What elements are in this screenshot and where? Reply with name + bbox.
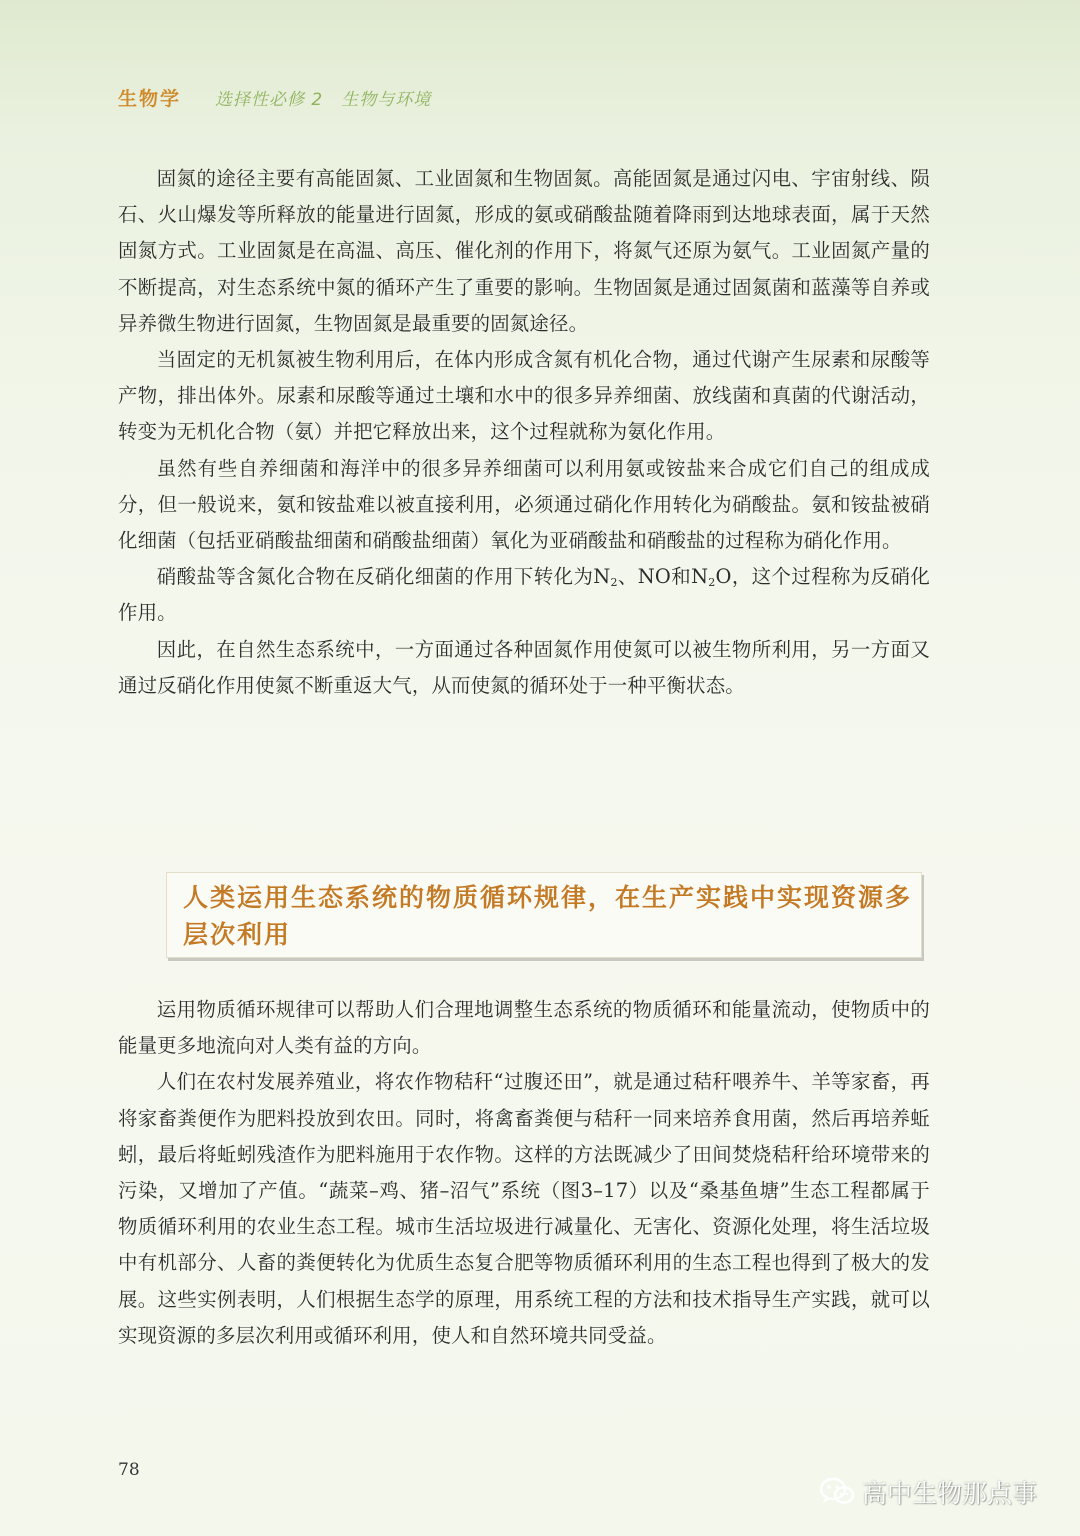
body-text-top	[118, 161, 930, 704]
denitrification-sub-2: 2	[708, 576, 716, 590]
denitrification-sub-1: 2	[610, 576, 618, 590]
paragraph-nitrogen-fixation: 固氮的途径主要有高能固氮、工业固氮和生物固氮。高能固氮是通过闪电、宇宙射线、陨石、火山爆发等所释放的能量进行固氮，形成的氨或硝酸盐随着降雨到达地球表面，属于天然固氮方式。工业固氮是在高温、高压、催化剂的作用下，将氮气还原为氨气。工业固氮产量的不断提高，对生态系统中氮的循环产生了重要的影响。生物固氮是通过固氮菌和蓝藻等自养或异养微生物进行固氮，生物固氮是最重要的固氮途径。	[118, 167, 930, 335]
denitrification-text-1: 硝酸盐等含氮化合物在反硝化细菌的作用下转化为N	[156, 565, 611, 589]
page-number: 78	[118, 1460, 140, 1480]
body-text-bottom	[118, 992, 930, 1354]
denitrification-text-3: O，这个过程称为反硝化作用。	[118, 565, 930, 625]
wechat-icon	[818, 1476, 856, 1508]
paragraph-denitrification	[118, 559, 930, 631]
section-heading: 人类运用生态系统的物质循环规律，在生产实践中实现资源多层次利用	[183, 883, 913, 949]
denitrification-text-2: 、NO和N	[617, 565, 709, 589]
watermark-text: 高中生物那点事	[862, 1479, 1038, 1508]
watermark	[818, 1474, 1037, 1510]
paragraph-material-cycle: 运用物质循环规律可以帮助人们合理地调整生态系统的物质循环和能量流动，使物质中的能量更多地流向对人类有益的方向。	[118, 998, 930, 1058]
paragraph-nitrogen-balance: 因此，在自然生态系统中，一方面通过各种固氮作用使氮可以被生物所利用，另一方面又通过反硝化作用使氮不断重返大气，从而使氮的循环处于一种平衡状态。	[118, 637, 930, 697]
running-head-book: 选择性必修 2 生物与环境	[215, 90, 432, 110]
paragraph-ammonification: 当固定的无机氮被生物利用后，在体内形成含氮有机化合物，通过代谢产生尿素和尿酸等产物，排出体外。尿素和尿酸等通过土壤和水中的很多异养细菌、放线菌和真菌的代谢活动，转变为无机化合物（氨）并把它释放出来，这个过程就称为氨化作用。	[118, 348, 930, 444]
paragraph-practice-examples: 人们在农村发展养殖业，将农作物秸秆“过腹还田”，就是通过秸秆喂养牛、羊等家畜，再将家畜粪便作为肥料投放到农田。同时，将禽畜粪便与秸秆一同来培养食用菌，然后再培养蚯蚓，最后将蚯蚓残渣作为肥料施用于农作物。这样的方法既减少了田间焚烧秸秆给环境带来的污染，又增加了产值。“蔬菜–鸡、猪–沼气”系统（图3–17）以及“桑基鱼塘”生态工程都属于物质循环利用的农业生态工程。城市生活垃圾进行减量化、无害化、资源化处理，将生活垃圾中有机部分、人畜的粪便转化为优质生态复合肥等物质循环利用的生态工程也得到了极大的发展。这些实例表明，人们根据生态学的原理，用系统工程的方法和技术指导生产实践，就可以实现资源的多层次利用或循环利用，使人和自然环境共同受益。	[118, 1070, 930, 1347]
running-head-subject: 生物学	[118, 88, 182, 110]
section-heading-box	[166, 872, 922, 958]
running-head	[118, 84, 431, 112]
paragraph-nitrification: 虽然有些自养细菌和海洋中的很多异养细菌可以利用氨或铵盐来合成它们自己的组成成分，但一般说来，氨和铵盐难以被直接利用，必须通过硝化作用转化为硝酸盐。氨和铵盐被硝化细菌（包括亚硝酸盐细菌和硝酸盐细菌）氧化为亚硝酸盐和硝酸盐的过程称为硝化作用。	[118, 456, 930, 553]
